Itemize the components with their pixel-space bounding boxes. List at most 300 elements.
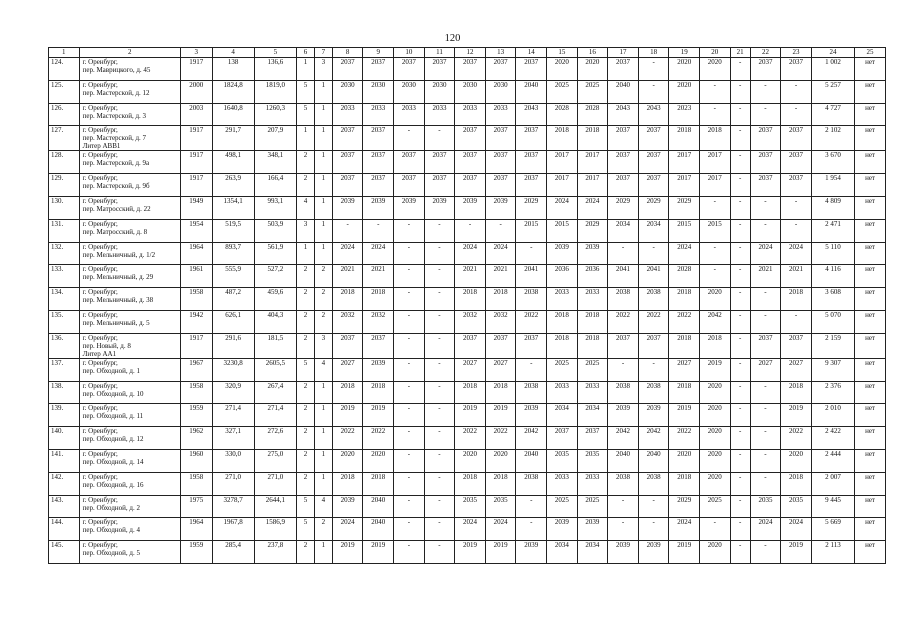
cell-col-9: 2040: [363, 495, 394, 518]
cell-col-5: 136,6: [254, 58, 296, 81]
cell-col-19: 2015: [669, 219, 700, 242]
cell-col-15: 2037: [547, 427, 578, 450]
cell-col-24: 1 954: [811, 174, 854, 197]
cell-col-18: 2022: [638, 310, 669, 333]
cell-col-19: 2018: [669, 333, 700, 358]
cell-col-17: 2022: [608, 310, 639, 333]
cell-col-8: 2037: [332, 333, 363, 358]
cell-col-11: -: [424, 126, 455, 151]
cell-col-15: 2020: [547, 58, 578, 81]
address-cell: [79, 541, 180, 564]
address-line: пер. Обходной, д. 1: [82, 366, 140, 375]
address-cell: [79, 333, 180, 358]
cell-col-17: 2039: [608, 404, 639, 427]
cell-col-21: -: [730, 219, 750, 242]
cell-col-9: 2040: [363, 518, 394, 541]
cell-col-6: 4: [297, 196, 315, 219]
cell-col-25: нет: [855, 80, 886, 103]
address-line: г. Оренбург,: [82, 219, 118, 228]
cell-col-3: 1917: [180, 58, 212, 81]
cell-col-16: 2033: [577, 288, 608, 311]
cell-col-17: 2038: [608, 288, 639, 311]
cell-col-12: 2037: [455, 333, 486, 358]
cell-col-4: 3230,8: [212, 358, 254, 381]
cell-col-12: 2019: [455, 404, 486, 427]
cell-col-13: 2037: [485, 333, 516, 358]
cell-col-25: нет: [855, 242, 886, 265]
cell-col-16: 2029: [577, 219, 608, 242]
cell-col-8: -: [332, 219, 363, 242]
cell-col-9: 2037: [363, 174, 394, 197]
column-header-2: 2: [79, 48, 180, 58]
cell-col-13: 2039: [485, 196, 516, 219]
cell-col-19: 2024: [669, 518, 700, 541]
row-number: 145.: [49, 541, 80, 564]
cell-col-18: 2034: [638, 219, 669, 242]
cell-col-6: 5: [297, 103, 315, 126]
cell-col-11: -: [424, 288, 455, 311]
cell-col-9: 2019: [363, 404, 394, 427]
cell-col-17: 2038: [608, 381, 639, 404]
cell-col-11: -: [424, 310, 455, 333]
cell-col-13: 2018: [485, 472, 516, 495]
cell-col-16: 2033: [577, 381, 608, 404]
table-row: [49, 151, 886, 174]
cell-col-8: 2024: [332, 518, 363, 541]
cell-col-5: 207,9: [254, 126, 296, 151]
cell-col-3: 1962: [180, 427, 212, 450]
cell-col-11: -: [424, 541, 455, 564]
cell-col-3: 1964: [180, 242, 212, 265]
address-cell: [79, 288, 180, 311]
table-row: [49, 449, 886, 472]
address-line: пер. Обходной, д. 14: [82, 457, 144, 466]
cell-col-11: -: [424, 265, 455, 288]
cell-col-16: 2034: [577, 404, 608, 427]
cell-col-13: 2018: [485, 381, 516, 404]
cell-col-9: 2037: [363, 58, 394, 81]
cell-col-6: 1: [297, 126, 315, 151]
cell-col-10: -: [394, 404, 425, 427]
cell-col-15: 2035: [547, 449, 578, 472]
cell-col-15: 2017: [547, 174, 578, 197]
cell-col-20: 2042: [700, 310, 731, 333]
address-line: пер. Обходной, д. 16: [82, 480, 144, 489]
cell-col-11: 2033: [424, 103, 455, 126]
cell-col-18: -: [638, 80, 669, 103]
cell-col-23: 2037: [781, 333, 812, 358]
cell-col-3: 1949: [180, 196, 212, 219]
cell-col-15: 2015: [547, 219, 578, 242]
cell-col-13: 2035: [485, 495, 516, 518]
cell-col-12: 2018: [455, 381, 486, 404]
cell-col-10: -: [394, 126, 425, 151]
cell-col-14: 2037: [516, 333, 547, 358]
cell-col-4: 263,9: [212, 174, 254, 197]
cell-col-20: -: [700, 80, 731, 103]
column-header-15: 15: [547, 48, 578, 58]
cell-col-23: 2027: [781, 358, 812, 381]
cell-col-8: 2020: [332, 449, 363, 472]
cell-col-5: 271,0: [254, 472, 296, 495]
cell-col-6: 2: [297, 541, 315, 564]
row-number: 144.: [49, 518, 80, 541]
cell-col-4: 271,4: [212, 404, 254, 427]
cell-col-19: 2028: [669, 265, 700, 288]
cell-col-12: 2027: [455, 358, 486, 381]
cell-col-22: 2037: [750, 151, 781, 174]
cell-col-4: 1354,1: [212, 196, 254, 219]
row-number: 129.: [49, 174, 80, 197]
cell-col-3: 1959: [180, 541, 212, 564]
cell-col-24: 2 444: [811, 449, 854, 472]
cell-col-16: 2020: [577, 58, 608, 81]
cell-col-12: 2037: [455, 58, 486, 81]
cell-col-6: 2: [297, 472, 315, 495]
column-header-25: 25: [855, 48, 886, 58]
column-header-14: 14: [516, 48, 547, 58]
cell-col-8: 2039: [332, 196, 363, 219]
cell-col-4: 519,5: [212, 219, 254, 242]
cell-col-3: 1954: [180, 219, 212, 242]
cell-col-19: 2029: [669, 495, 700, 518]
row-number: 138.: [49, 381, 80, 404]
cell-col-20: 2020: [700, 449, 731, 472]
cell-col-4: 271,0: [212, 472, 254, 495]
cell-col-25: нет: [855, 310, 886, 333]
address-line: г. Оренбург,: [82, 58, 118, 66]
table-body: [49, 58, 886, 564]
address-cell: [79, 174, 180, 197]
cell-col-13: 2037: [485, 174, 516, 197]
table-row: [49, 242, 886, 265]
cell-col-3: 1942: [180, 310, 212, 333]
cell-col-21: -: [730, 80, 750, 103]
column-header-4: 4: [212, 48, 254, 58]
cell-col-13: 2024: [485, 242, 516, 265]
cell-col-7: 1: [314, 196, 332, 219]
cell-col-7: 1: [314, 541, 332, 564]
cell-col-12: 2021: [455, 265, 486, 288]
cell-col-14: 2039: [516, 404, 547, 427]
column-header-5: 5: [254, 48, 296, 58]
cell-col-18: -: [638, 518, 669, 541]
row-number: 137.: [49, 358, 80, 381]
cell-col-24: 4 809: [811, 196, 854, 219]
cell-col-6: 2: [297, 449, 315, 472]
cell-col-16: 2039: [577, 518, 608, 541]
address-cell: [79, 103, 180, 126]
cell-col-16: 2025: [577, 358, 608, 381]
cell-col-17: 2040: [608, 80, 639, 103]
cell-col-23: 2018: [781, 288, 812, 311]
cell-col-20: -: [700, 242, 731, 265]
cell-col-10: -: [394, 518, 425, 541]
cell-col-23: 2018: [781, 472, 812, 495]
cell-col-13: 2037: [485, 58, 516, 81]
cell-col-5: 181,5: [254, 333, 296, 358]
address-line: г. Оренбург,: [82, 404, 118, 413]
cell-col-23: 2024: [781, 242, 812, 265]
column-header-9: 9: [363, 48, 394, 58]
cell-col-10: -: [394, 288, 425, 311]
cell-col-8: 2039: [332, 495, 363, 518]
cell-col-22: 2037: [750, 333, 781, 358]
cell-col-25: нет: [855, 58, 886, 81]
cell-col-17: 2029: [608, 196, 639, 219]
address-cell: [79, 242, 180, 265]
cell-col-14: 2038: [516, 381, 547, 404]
address-cell: [79, 472, 180, 495]
cell-col-23: 2037: [781, 58, 812, 81]
cell-col-6: 2: [297, 151, 315, 174]
column-header-23: 23: [781, 48, 812, 58]
cell-col-20: 2019: [700, 358, 731, 381]
address-line: пер. Обходной, д. 2: [82, 503, 140, 512]
cell-col-14: 2038: [516, 288, 547, 311]
cell-col-7: 3: [314, 333, 332, 358]
row-number: 139.: [49, 404, 80, 427]
cell-col-16: 2017: [577, 174, 608, 197]
cell-col-12: 2037: [455, 151, 486, 174]
cell-col-6: 1: [297, 58, 315, 81]
cell-col-19: 2020: [669, 58, 700, 81]
cell-col-11: -: [424, 518, 455, 541]
table-row: [49, 333, 886, 358]
cell-col-21: -: [730, 404, 750, 427]
cell-col-12: 2037: [455, 174, 486, 197]
cell-col-11: -: [424, 404, 455, 427]
cell-col-25: нет: [855, 449, 886, 472]
cell-col-7: 2: [314, 310, 332, 333]
cell-col-12: 2022: [455, 427, 486, 450]
cell-col-25: нет: [855, 518, 886, 541]
cell-col-23: 2018: [781, 381, 812, 404]
cell-col-7: 1: [314, 80, 332, 103]
table-row: [49, 196, 886, 219]
cell-col-16: 2025: [577, 495, 608, 518]
cell-col-23: -: [781, 196, 812, 219]
cell-col-11: -: [424, 495, 455, 518]
row-number: 128.: [49, 151, 80, 174]
cell-col-11: 2037: [424, 174, 455, 197]
cell-col-19: 2018: [669, 472, 700, 495]
cell-col-14: 2037: [516, 126, 547, 151]
cell-col-23: -: [781, 310, 812, 333]
cell-col-15: 2018: [547, 333, 578, 358]
cell-col-21: -: [730, 196, 750, 219]
cell-col-20: 2020: [700, 472, 731, 495]
cell-col-21: -: [730, 126, 750, 151]
cell-col-22: -: [750, 80, 781, 103]
cell-col-5: 2644,1: [254, 495, 296, 518]
address-line: г. Оренбург,: [82, 174, 118, 183]
cell-col-23: 2037: [781, 126, 812, 151]
cell-col-22: 2024: [750, 242, 781, 265]
cell-col-24: 3 608: [811, 288, 854, 311]
cell-col-10: -: [394, 358, 425, 381]
cell-col-25: нет: [855, 103, 886, 126]
cell-col-6: 5: [297, 80, 315, 103]
cell-col-9: 2032: [363, 310, 394, 333]
table-row: [49, 310, 886, 333]
cell-col-24: 2 471: [811, 219, 854, 242]
table-row: [49, 518, 886, 541]
cell-col-12: 2033: [455, 103, 486, 126]
cell-col-12: 2019: [455, 541, 486, 564]
cell-col-25: нет: [855, 126, 886, 151]
row-number: 136.: [49, 333, 80, 358]
cell-col-8: 2021: [332, 265, 363, 288]
cell-col-16: 2018: [577, 126, 608, 151]
cell-col-12: 2030: [455, 80, 486, 103]
cell-col-5: 2605,5: [254, 358, 296, 381]
cell-col-12: 2024: [455, 518, 486, 541]
address-cell: [79, 404, 180, 427]
cell-col-12: 2035: [455, 495, 486, 518]
cell-col-10: -: [394, 265, 425, 288]
cell-col-5: 166,4: [254, 174, 296, 197]
cell-col-18: 2040: [638, 449, 669, 472]
cell-col-5: 527,2: [254, 265, 296, 288]
cell-col-11: 2039: [424, 196, 455, 219]
cell-col-17: 2037: [608, 151, 639, 174]
table-row: [49, 174, 886, 197]
cell-col-20: 2020: [700, 404, 731, 427]
table-row: [49, 358, 886, 381]
cell-col-24: 4 116: [811, 265, 854, 288]
cell-col-23: 2020: [781, 449, 812, 472]
cell-col-18: 2037: [638, 333, 669, 358]
cell-col-19: 2027: [669, 358, 700, 381]
cell-col-10: 2037: [394, 174, 425, 197]
cell-col-15: 2025: [547, 495, 578, 518]
cell-col-21: -: [730, 265, 750, 288]
cell-col-6: 1: [297, 242, 315, 265]
cell-col-15: 2024: [547, 196, 578, 219]
cell-col-9: 2024: [363, 242, 394, 265]
cell-col-16: 2018: [577, 310, 608, 333]
cell-col-17: 2042: [608, 427, 639, 450]
column-header-17: 17: [608, 48, 639, 58]
cell-col-18: 2037: [638, 174, 669, 197]
cell-col-4: 3278,7: [212, 495, 254, 518]
cell-col-11: -: [424, 219, 455, 242]
address-line: пер. Мельничный, д. 1/2: [82, 250, 156, 259]
cell-col-10: 2037: [394, 151, 425, 174]
cell-col-25: нет: [855, 333, 886, 358]
cell-col-12: 2018: [455, 472, 486, 495]
cell-col-3: 1964: [180, 518, 212, 541]
cell-col-18: 2039: [638, 541, 669, 564]
cell-col-11: -: [424, 381, 455, 404]
cell-col-20: 2020: [700, 288, 731, 311]
cell-col-7: 4: [314, 358, 332, 381]
cell-col-9: 2018: [363, 288, 394, 311]
cell-col-19: 2018: [669, 126, 700, 151]
cell-col-6: 2: [297, 174, 315, 197]
cell-col-15: 2025: [547, 358, 578, 381]
address-line: г. Оренбург,: [82, 358, 118, 367]
cell-col-23: 2037: [781, 174, 812, 197]
cell-col-14: 2022: [516, 310, 547, 333]
row-number: 142.: [49, 472, 80, 495]
cell-col-9: 2033: [363, 103, 394, 126]
cell-col-15: 2034: [547, 541, 578, 564]
cell-col-5: 459,6: [254, 288, 296, 311]
row-number: 126.: [49, 103, 80, 126]
cell-col-5: 561,9: [254, 242, 296, 265]
cell-col-25: нет: [855, 174, 886, 197]
cell-col-23: 2019: [781, 541, 812, 564]
cell-col-4: 291,6: [212, 333, 254, 358]
cell-col-20: 2018: [700, 126, 731, 151]
cell-col-15: 2028: [547, 103, 578, 126]
cell-col-15: 2025: [547, 80, 578, 103]
cell-col-8: 2037: [332, 151, 363, 174]
cell-col-7: 1: [314, 242, 332, 265]
column-header-10: 10: [394, 48, 425, 58]
cell-col-19: 2018: [669, 381, 700, 404]
cell-col-24: 2 010: [811, 404, 854, 427]
cell-col-19: 2018: [669, 288, 700, 311]
cell-col-15: 2033: [547, 381, 578, 404]
cell-col-10: -: [394, 381, 425, 404]
cell-col-16: 2025: [577, 80, 608, 103]
cell-col-24: 2 376: [811, 381, 854, 404]
cell-col-5: 503,9: [254, 219, 296, 242]
cell-col-25: нет: [855, 381, 886, 404]
cell-col-22: 2037: [750, 126, 781, 151]
cell-col-12: 2037: [455, 126, 486, 151]
cell-col-15: 2018: [547, 310, 578, 333]
cell-col-14: 2041: [516, 265, 547, 288]
cell-col-14: 2039: [516, 541, 547, 564]
column-header-21: 21: [730, 48, 750, 58]
address-line: пер. Мельничный, д. 38: [82, 296, 154, 305]
cell-col-24: 5 257: [811, 80, 854, 103]
address-line: пер. Матросский, д. 22: [82, 204, 151, 213]
cell-col-22: 2037: [750, 58, 781, 81]
cell-col-6: 2: [297, 333, 315, 358]
row-number: 133.: [49, 265, 80, 288]
cell-col-7: 2: [314, 288, 332, 311]
cell-col-16: 2036: [577, 265, 608, 288]
address-cell: [79, 219, 180, 242]
cell-col-6: 2: [297, 404, 315, 427]
cell-col-9: 2022: [363, 427, 394, 450]
cell-col-4: 138: [212, 58, 254, 81]
cell-col-9: 2019: [363, 541, 394, 564]
cell-col-11: 2037: [424, 151, 455, 174]
address-line: пер. Обходной, д. 4: [82, 526, 140, 535]
cell-col-16: 2028: [577, 103, 608, 126]
cell-col-10: 2037: [394, 58, 425, 81]
address-cell: [79, 381, 180, 404]
cell-col-25: нет: [855, 151, 886, 174]
cell-col-6: 2: [297, 427, 315, 450]
cell-col-17: 2040: [608, 449, 639, 472]
cell-col-21: -: [730, 310, 750, 333]
cell-col-13: 2027: [485, 358, 516, 381]
cell-col-8: 2022: [332, 427, 363, 450]
table-header: [49, 48, 886, 58]
cell-col-7: 1: [314, 449, 332, 472]
cell-col-25: нет: [855, 472, 886, 495]
cell-col-7: 1: [314, 174, 332, 197]
column-header-19: 19: [669, 48, 700, 58]
cell-col-5: 1819,0: [254, 80, 296, 103]
